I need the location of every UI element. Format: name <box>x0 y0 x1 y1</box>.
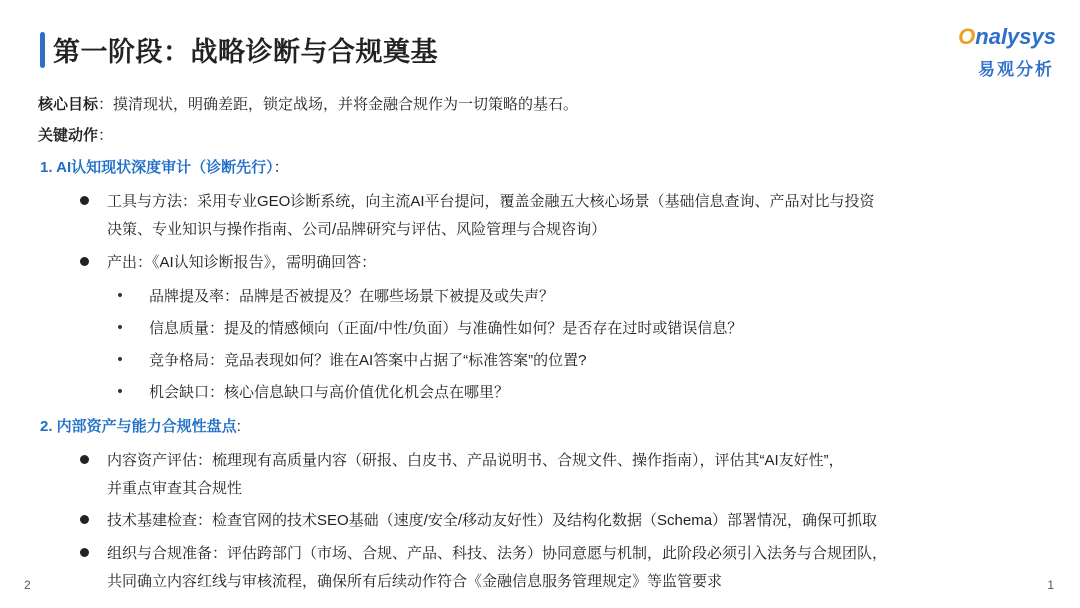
section1-heading <box>40 157 289 179</box>
page-title: 第一阶段：战略诊断与合规奠基 <box>53 37 438 67</box>
sub-bullet-dot <box>118 357 122 361</box>
section2-heading <box>40 416 241 438</box>
section1-suffix: ： <box>273 159 289 176</box>
bullet-dot <box>80 196 89 205</box>
core-goal-label: 核心目标 <box>38 96 99 113</box>
page-number-right: 1 <box>1047 578 1054 592</box>
bullet-dot <box>80 548 89 557</box>
section1-title: 1. AI认知现状深度审计（诊断先行） <box>40 159 274 176</box>
logo-wordmark <box>958 24 1056 50</box>
page-number-left: 2 <box>24 578 31 592</box>
bullet-dot <box>80 455 89 464</box>
bullet-text: 技术基建检查：检查官网的技术SEO基础（速度/安全/移动友好性）及结构化数据（Schema）部署情况，确保可抓取 <box>107 512 878 529</box>
sub-bullet-dot <box>118 325 122 329</box>
sub-bullet-dot <box>118 293 122 297</box>
sub-bullet-text: 信息质量：提及的情感倾向（正面/中性/负面）与准确性如何？是否存在过时或错误信息？ <box>149 320 743 337</box>
bullet-text: 内容资产评估：梳理现有高质量内容（研报、白皮书、产品说明书、合规文件、操作指南），评估其“AI友好性”， <box>107 452 844 469</box>
bullet-text: 工具与方法：采用专业GEO诊断系统，向主流AI平台提问，覆盖金融五大核心场景（基础信息查询、产品对比与投资 <box>107 193 875 210</box>
sub-bullet-2 <box>118 318 742 340</box>
key-actions-label: 关键动作 <box>38 127 99 144</box>
section2-title: 2. 内部资产与能力合规性盘点 <box>40 418 237 435</box>
section2-suffix: : <box>236 418 241 435</box>
title-accent-bar <box>40 32 45 68</box>
sub-bullet-text: 机会缺口：核心信息缺口与高价值优化机会点在哪里？ <box>149 384 510 401</box>
sub-bullet-1 <box>118 286 554 308</box>
section2-bullet-1-cont: 并重点审查其合规性 <box>107 480 243 497</box>
section2-bullet-3-cont: 共同确立内容红线与审核流程，确保所有后续动作符合《金融信息服务管理规定》等监管要求 <box>107 573 723 590</box>
sub-bullet-dot <box>118 389 122 393</box>
analysys-logo <box>946 22 1056 82</box>
logo-rest: nalysys <box>975 24 1056 49</box>
core-goal-text: ：摸清现状，明确差距，锁定战场，并将金融合规作为一切策略的基石。 <box>98 96 579 113</box>
bullet-text: 组织与合规准备：评估跨部门（市场、合规、产品、科技、法务）协同意愿与机制，此阶段必须引入法务与合规团队， <box>107 545 888 562</box>
section2-bullet-1 <box>80 450 844 472</box>
bullet-dot <box>80 257 89 266</box>
sub-bullet-4 <box>118 382 509 404</box>
section1-bullet-2 <box>80 252 376 274</box>
section2-bullet-3 <box>80 543 887 565</box>
key-actions <box>38 125 113 147</box>
key-actions-colon: ： <box>98 127 114 144</box>
logo-chinese: 易观分析 <box>978 60 1054 79</box>
sub-bullet-3 <box>118 350 587 372</box>
bullet-text: 产出：《AI认知诊断报告》，需明确回答： <box>107 254 377 271</box>
section1-bullet-1-cont: 决策、专业知识与操作指南、公司/品牌研究与评估、风险管理与合规咨询） <box>107 221 607 238</box>
section2-bullet-2 <box>80 510 877 532</box>
sub-bullet-text: 竞争格局：竞品表现如何？谁在AI答案中占据了“标准答案”的位置? <box>149 352 587 369</box>
core-goal <box>38 94 578 116</box>
section1-bullet-1 <box>80 191 875 213</box>
bullet-dot <box>80 515 89 524</box>
sub-bullet-text: 品牌提及率：品牌是否被提及？在哪些场景下被提及或失声？ <box>149 288 555 305</box>
logo-o: O <box>958 24 976 49</box>
